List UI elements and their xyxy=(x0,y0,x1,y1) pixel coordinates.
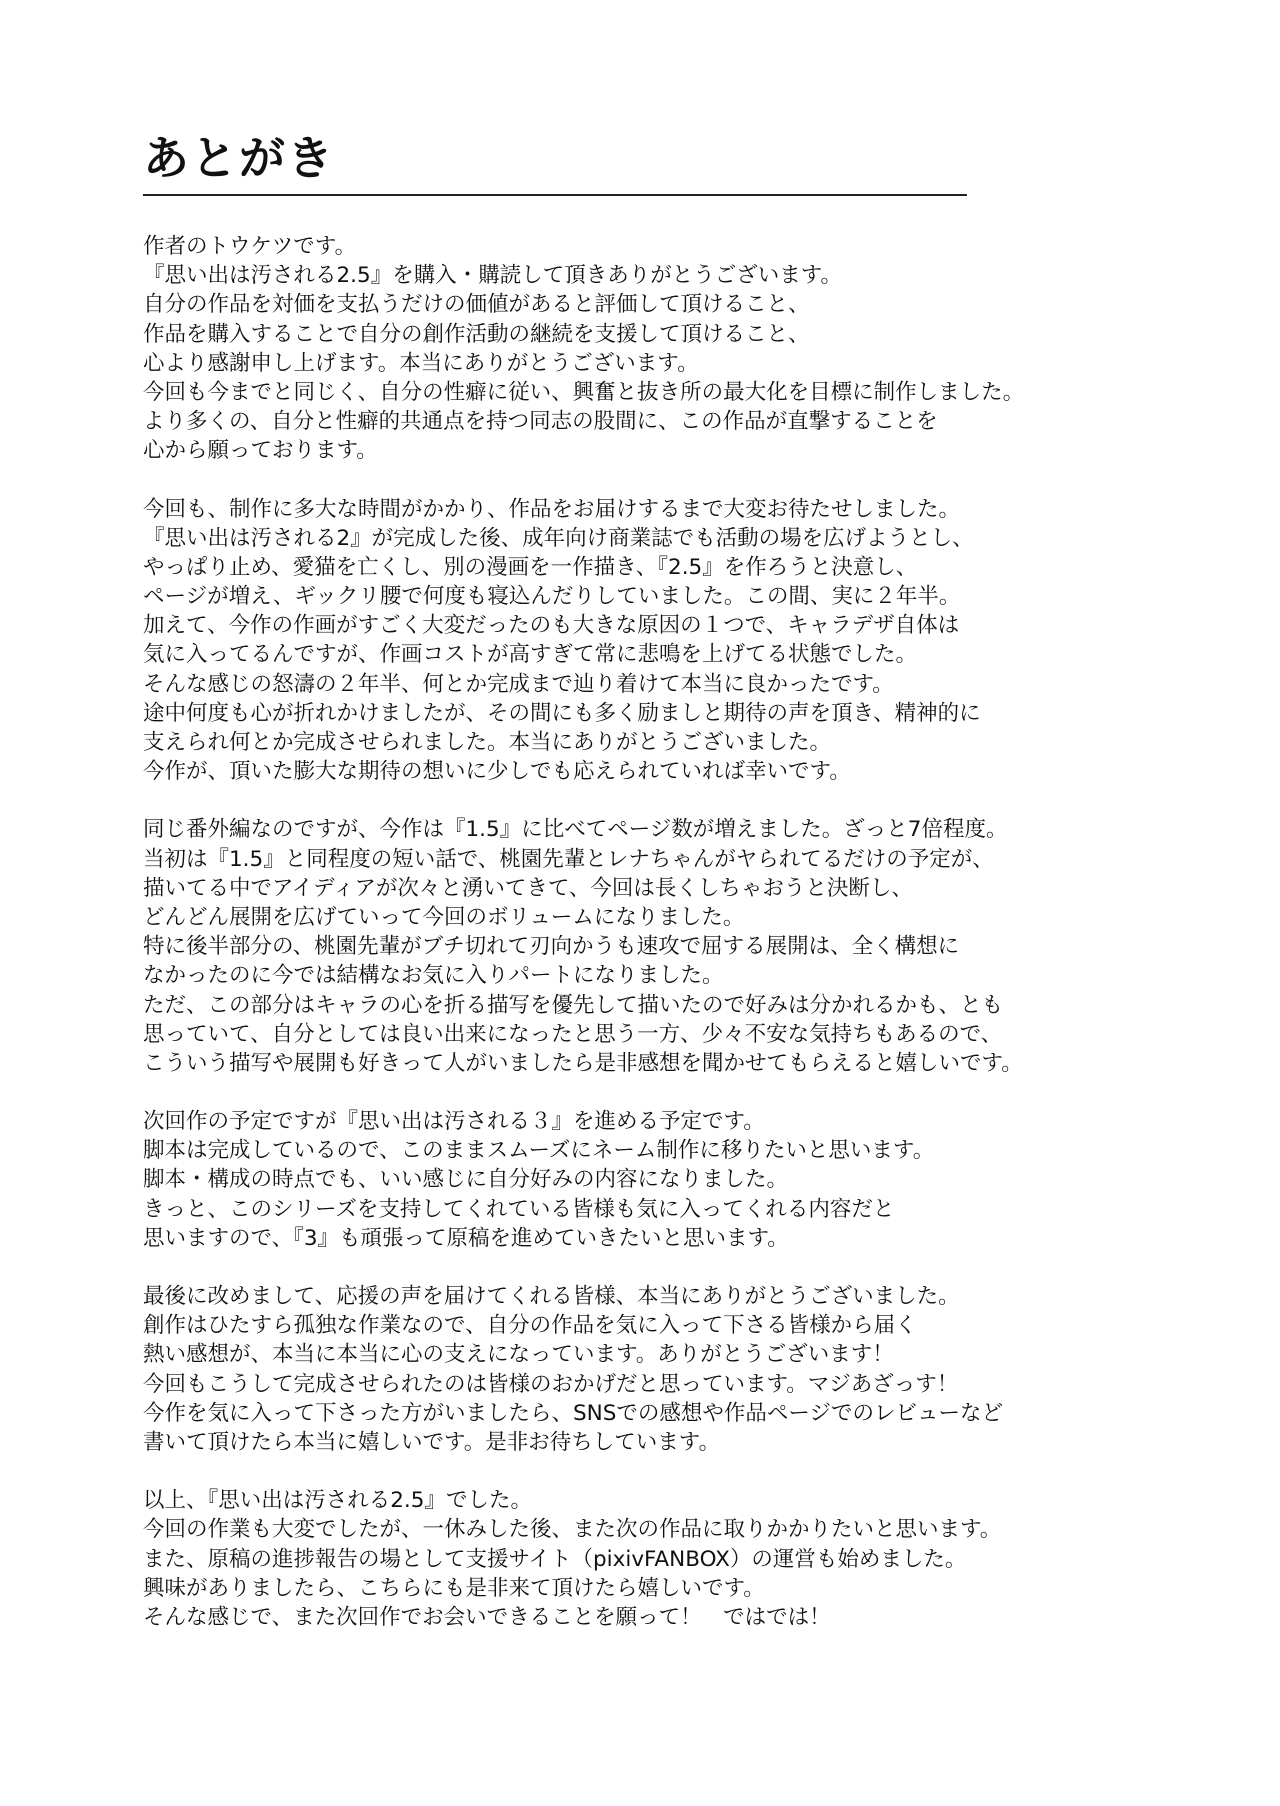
text-line: 同じ番外編なのですが、今作は『1.5』に比べてページ数が増えました。ざっと7倍程度。 xyxy=(143,817,1008,843)
text-line: 当初は『1.5』と同程度の短い話で、桃園先輩とレナちゃんがヤられてるだけの予定が、 xyxy=(143,846,994,872)
text-line: そんな感じの怒濤の２年半、何とか完成まで辿り着けて本当に良かったです。 xyxy=(143,671,894,697)
text-line: 熱い感想が、本当に本当に心の支えになっています。ありがとうございます！ xyxy=(143,1342,894,1368)
text-line: きっと、このシリーズを支持してくれている皆様も気に入ってくれる内容だと xyxy=(143,1196,895,1222)
text-line: ただ、この部分はキャラの心を折る描写を優先して描いたので好みは分かれるかも、とも xyxy=(143,992,1004,1018)
text-line: 心から願っております。 xyxy=(143,438,378,464)
text-line: 支えられ何とか完成させられました。本当にありがとうございました。 xyxy=(143,730,832,755)
paragraph xyxy=(143,1282,1223,1457)
text-line: 今回も、制作に多大な時間がかかり、作品をお届けするまで大変お待たせしました。 xyxy=(143,496,961,522)
text-line: 『思い出は汚される2.5』を購入・購読して頂きありがとうございます。 xyxy=(143,263,842,289)
text-line: 今回も今までと同じく、自分の性癖に従い、興奮と抜き所の最大化を目標に制作しました。 xyxy=(143,379,1025,405)
paragraph xyxy=(143,1486,1223,1632)
text-line: 『思い出は汚される2』が完成した後、成年向け商業誌でも活動の場を広げようとし、 xyxy=(143,525,974,551)
text-line: 思っていて、自分としては良い出来になったと思う一方、少々不安な気持ちもあるので、 xyxy=(143,1021,1003,1047)
page-title: あとがき xyxy=(143,131,335,185)
text-line: 今作を気に入って下さった方がいましたら、SNSでの感想や作品ページでのレビューなど xyxy=(143,1400,1003,1426)
text-line: 心より感謝申し上げます。本当にありがとうございます。 xyxy=(143,350,699,376)
text-line: 思いますので、『3』も頑張って原稿を進めていきたいと思います。 xyxy=(143,1225,789,1251)
text-line: 特に後半部分の、桃園先輩がブチ切れて刃向かうも速攻で屈する展開は、全く構想に xyxy=(143,934,960,960)
text-line: 脚本・構成の時点でも、いい感じに自分好みの内容になりました。 xyxy=(143,1167,789,1193)
text-line: やっぱり止め、愛猫を亡くし、別の漫画を一作描き、『2.5』を作ろうと決意し、 xyxy=(143,554,918,580)
text-line: 創作はひたすら孤独な作業なので、自分の作品を気に入って下さる皆様から届く xyxy=(143,1313,917,1339)
text-line: 次回作の予定ですが『思い出は汚される３』を進める予定です。 xyxy=(143,1109,765,1135)
text-line: 描いてる中でアイディアが次々と湧いてきて、今回は長くしちゃおうと決断し、 xyxy=(143,875,913,901)
text-line: 作者のトウケツです。 xyxy=(143,234,357,259)
title-underline xyxy=(143,194,967,196)
text-line: なかったのに今では結構なお気に入りパートになりました。 xyxy=(143,963,724,989)
afterword-body xyxy=(143,232,1223,1661)
text-line: 脚本は完成しているので、このままスムーズにネーム制作に移りたいと思います。 xyxy=(143,1138,935,1164)
text-line: より多くの、自分と性癖的共通点を持つ同志の股間に、この作品が直撃することを xyxy=(143,409,938,435)
text-line: 今回の作業も大変でしたが、一休みした後、また次の作品に取りかかりたいと思います。 xyxy=(143,1517,1002,1543)
text-line: 作品を購入することで自分の創作活動の継続を支援して頂けること、 xyxy=(143,321,810,347)
text-line: 自分の作品を対価を支払うだけの価値があると評価して頂けること、 xyxy=(143,292,810,318)
text-line: 書いて頂けたら本当に嬉しいです。是非お待ちしています。 xyxy=(143,1429,721,1455)
text-line: 以上、『思い出は汚される2.5』でした。 xyxy=(143,1488,532,1514)
text-line: そんな感じで、また次回作でお会いできることを願って！ ではでは！ xyxy=(143,1604,831,1630)
text-line: また、原稿の進捗報告の場として支援サイト（pixivFANBOX）の運営も始めました。 xyxy=(143,1546,967,1572)
paragraph xyxy=(143,1107,1223,1253)
text-line: 今回もこうして完成させられたのは皆様のおかげだと思っています。マジあざっす！ xyxy=(143,1371,959,1397)
text-line: 興味がありましたら、こちらにも是非来て頂けたら嬉しいです。 xyxy=(143,1575,765,1601)
text-line: どんどん展開を広げていって今回のボリュームになりました。 xyxy=(143,904,745,930)
text-line: こういう描写や展開も好きって人がいましたら是非感想を聞かせてもらえると嬉しいです。 xyxy=(143,1050,1023,1076)
paragraph xyxy=(143,815,1223,1078)
text-line: 今作が、頂いた膨大な期待の想いに少しでも応えられていれば幸いです。 xyxy=(143,759,851,785)
paragraph xyxy=(143,232,1223,466)
text-line: 途中何度も心が折れかけましたが、その間にも多く励ましと期待の声を頂き、精神的に xyxy=(143,700,981,726)
text-line: 気に入ってるんですが、作画コストが高すぎて常に悲鳴を上げてる状態でした。 xyxy=(143,642,918,668)
text-line: ページが増え、ギックリ腰で何度も寝込んだりしていました。この間、実に２年半。 xyxy=(143,584,961,610)
paragraph xyxy=(143,495,1223,787)
text-line: 加えて、今作の作画がすごく大変だったのも大きな原因の１つで、キャラデザ自体は xyxy=(143,613,960,639)
text-line: 最後に改めまして、応援の声を届けてくれる皆様、本当にありがとうございました。 xyxy=(143,1284,960,1309)
